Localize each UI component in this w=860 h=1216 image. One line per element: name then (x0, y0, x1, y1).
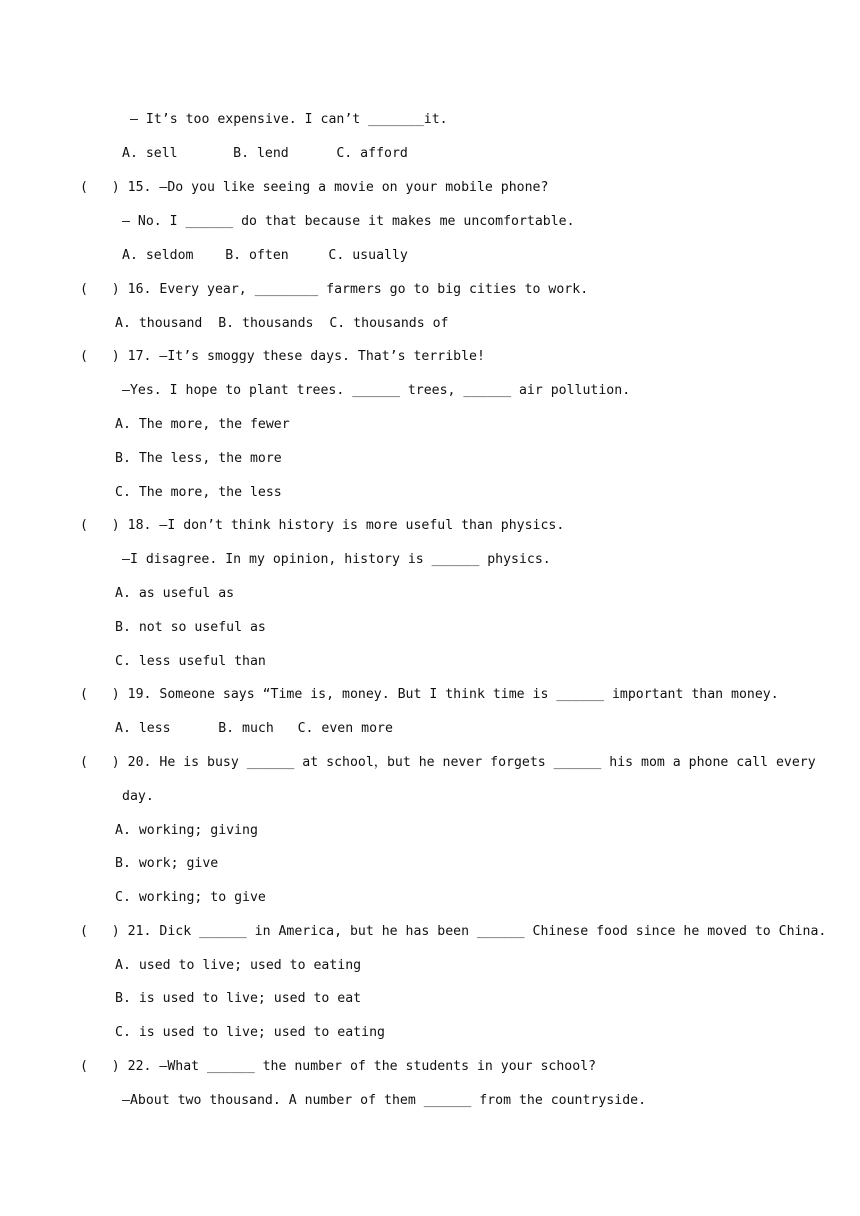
question-21-option-b: B. is used to live; used to eat (115, 991, 362, 1006)
question-21-stem: ( ) 21. Dick ______ in America, but he has been ______ Chinese food since he moved to China. (80, 924, 827, 939)
question-19-stem: ( ) 19. Someone says “Time is, money. But I think time is ______ important than money. (80, 687, 779, 702)
question-15-answer-line: — No. I ______ do that because it makes me uncomfortable. (122, 214, 575, 229)
question-17-option-a: A. The more, the fewer (115, 417, 290, 432)
question-18-answer-line: —I disagree. In my opinion, history is ______ physics. (122, 552, 551, 567)
question-20-stem-continued: day. (122, 789, 154, 804)
question-18-option-a: A. as useful as (115, 586, 235, 601)
question-14-options: A. sell B. lend C. afford (122, 146, 408, 161)
question-15-options: A. seldom B. often C. usually (122, 248, 408, 263)
question-20-option-c: C. working; to give (115, 890, 266, 905)
question-17-answer-line: —Yes. I hope to plant trees. ______ trees, ______ air pollution. (122, 383, 631, 398)
question-21-option-a: A. used to live; used to eating (115, 958, 362, 973)
question-22-stem: ( ) 22. —What ______ the number of the students in your school? (80, 1059, 597, 1074)
question-21-option-c: C. is used to live; used to eating (115, 1025, 385, 1040)
question-16-options: A. thousand B. thousands C. thousands of (115, 316, 449, 331)
question-16-stem: ( ) 16. Every year, ________ farmers go to big cities to work. (80, 282, 589, 297)
question-20-stem: ( ) 20. He is busy ______ at school，but he never forgets ______ his mom a phone call every (80, 755, 816, 770)
question-17-stem: ( ) 17. —It’s smoggy these days. That’s terrible! (80, 349, 485, 364)
question-18-option-b: B. not so useful as (115, 620, 266, 635)
question-20-option-b: B. work; give (115, 856, 219, 871)
question-15-stem: ( ) 15. —Do you like seeing a movie on your mobile phone? (80, 180, 549, 195)
question-22-answer-line: —About two thousand. A number of them ______ from the countryside. (122, 1093, 647, 1108)
question-18-stem: ( ) 18. —I don’t think history is more useful than physics. (80, 518, 565, 533)
question-17-option-b: B. The less, the more (115, 451, 282, 466)
question-18-option-c: C. less useful than (115, 654, 266, 669)
question-19-options: A. less B. much C. even more (115, 721, 393, 736)
question-17-option-c: C. The more, the less (115, 485, 282, 500)
question-14-answer-line: — It’s too expensive. I can’t _______it. (130, 112, 448, 127)
question-20-option-a: A. working; giving (115, 823, 258, 838)
